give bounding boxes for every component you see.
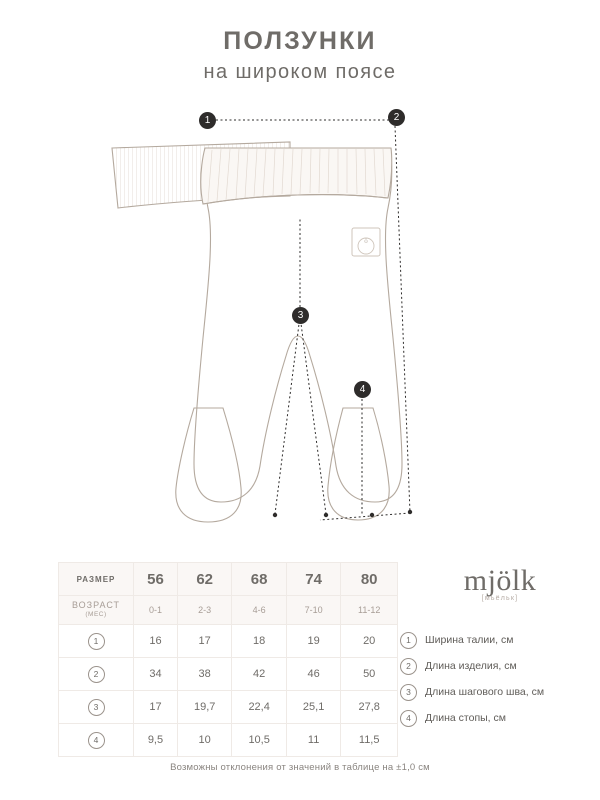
marker-3: 3 [292, 307, 309, 324]
age-label-text: ВОЗРАСТ [71, 600, 121, 610]
age-label-unit: (МЕС) [85, 611, 107, 618]
size-col-0: 56 [134, 563, 178, 596]
cell-r3c3: 22,4 [232, 691, 286, 724]
measurement-end-dots [273, 510, 412, 517]
legend-label-2: Длина изделия, см [425, 660, 517, 672]
marker-4: 4 [354, 381, 371, 398]
cell-r4c4: 11 [286, 724, 340, 757]
row-index-4 [59, 724, 134, 757]
size-col-2: 68 [232, 563, 286, 596]
cell-r4c2: 10 [177, 724, 231, 757]
cell-r2c5: 50 [341, 658, 398, 691]
cell-r1c2: 17 [177, 625, 231, 658]
cell-r4c3: 10,5 [232, 724, 286, 757]
row-badge-4: 4 [88, 732, 105, 749]
table-row [59, 625, 398, 658]
brand-label-text: ö [364, 237, 368, 245]
brand-logo [430, 565, 570, 602]
foot-right [328, 408, 389, 520]
legend-item [400, 653, 600, 679]
title-sub: на широком поясе [203, 61, 397, 83]
marker-1: 1 [199, 112, 216, 129]
cell-r4c5: 11,5 [341, 724, 398, 757]
table-header-size-label: РАЗМЕР [59, 563, 134, 596]
cell-r2c2: 38 [177, 658, 231, 691]
legend-item [400, 705, 600, 731]
size-col-1: 62 [177, 563, 231, 596]
table-header-row [59, 563, 398, 596]
row-badge-3: 3 [88, 699, 105, 716]
brand-name: mjölk [463, 564, 537, 597]
foot-left [176, 408, 241, 522]
row-index-2 [59, 658, 134, 691]
legend-label-4: Длина стопы, см [425, 712, 506, 724]
legend-item [400, 679, 600, 705]
table-row [59, 658, 398, 691]
age-col-0: 0-1 [134, 596, 178, 625]
row-index-3 [59, 691, 134, 724]
page-title [0, 26, 600, 86]
table-age-row [59, 596, 398, 625]
age-col-2: 4-6 [232, 596, 286, 625]
brand-transliteration: [мьёльк] [481, 595, 519, 602]
row-index-1 [59, 625, 134, 658]
cell-r2c1: 34 [134, 658, 178, 691]
legend-label-3: Длина шагового шва, см [425, 686, 545, 698]
row-badge-2: 2 [88, 666, 105, 683]
legend-badge-3: 3 [400, 684, 417, 701]
marker-2: 2 [388, 109, 405, 126]
row-badge-1: 1 [88, 633, 105, 650]
cell-r1c1: 16 [134, 625, 178, 658]
cell-r2c3: 42 [232, 658, 286, 691]
cell-r3c2: 19,7 [177, 691, 231, 724]
cell-r4c1: 9,5 [134, 724, 178, 757]
table-row [59, 691, 398, 724]
age-col-4: 11-12 [341, 596, 398, 625]
footnote: Возможны отклонения от значений в таблице на ±1,0 см [170, 762, 430, 773]
size-table-wrapper [58, 562, 398, 757]
table-row [59, 724, 398, 757]
cell-r1c4: 19 [286, 625, 340, 658]
cell-r1c3: 18 [232, 625, 286, 658]
title-main: ПОЛЗУНКИ [223, 27, 377, 55]
cell-r2c4: 46 [286, 658, 340, 691]
size-col-4: 80 [341, 563, 398, 596]
product-illustration [0, 98, 600, 538]
measurement-legend [400, 627, 600, 731]
legend-badge-1: 1 [400, 632, 417, 649]
cell-r1c5: 20 [341, 625, 398, 658]
legend-badge-4: 4 [400, 710, 417, 727]
size-col-3: 74 [286, 563, 340, 596]
cell-r3c4: 25,1 [286, 691, 340, 724]
legend-item [400, 627, 600, 653]
legend-badge-2: 2 [400, 658, 417, 675]
legend-label-1: Ширина талии, см [425, 634, 514, 646]
table-header-age-label [59, 596, 134, 625]
size-table [58, 562, 398, 757]
age-col-1: 2-3 [177, 596, 231, 625]
cell-r3c5: 27,8 [341, 691, 398, 724]
age-col-3: 7-10 [286, 596, 340, 625]
cell-r3c1: 17 [134, 691, 178, 724]
